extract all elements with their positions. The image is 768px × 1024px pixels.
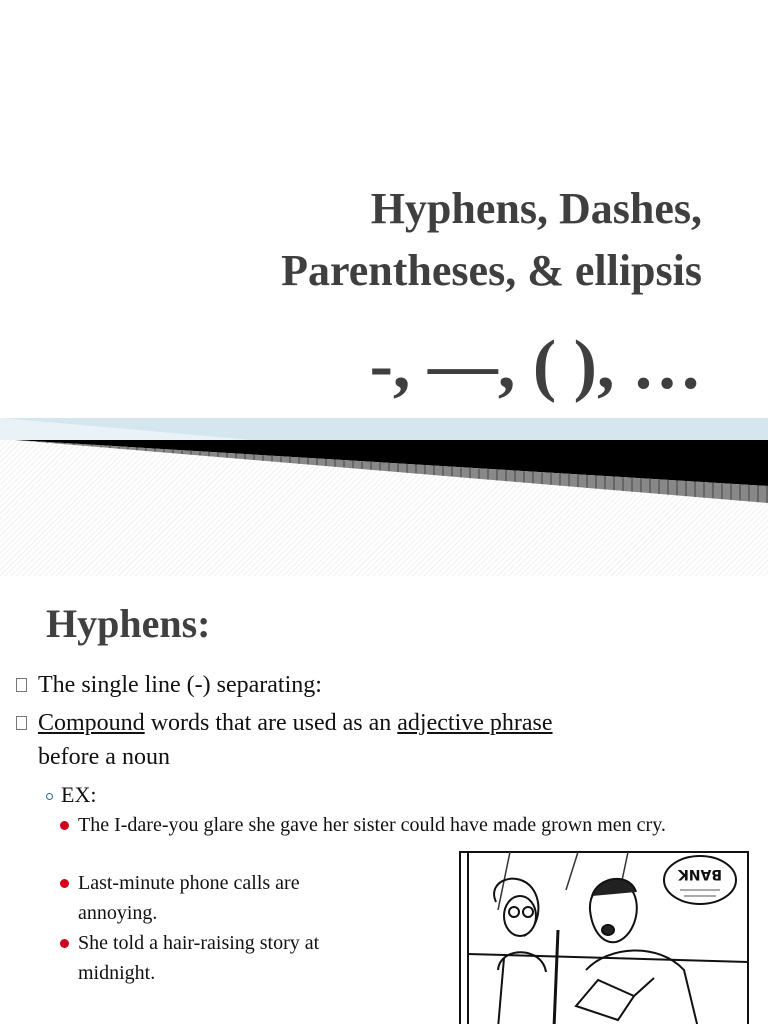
bullet-compound-words (16, 706, 758, 774)
example-text: She told a hair-raising story at midnight. (78, 932, 320, 984)
sub-bullet-ex (46, 782, 96, 808)
slide-title (22, 178, 702, 302)
section-heading: Hyphens: (46, 601, 211, 646)
content-slide (0, 576, 768, 1024)
ring-bullet-icon (46, 793, 53, 800)
sub-bullet-label: EX: (61, 782, 97, 807)
bank-sign-text: BANK (677, 866, 723, 882)
red-dot-icon (60, 821, 69, 830)
underlined-term-adjective-phrase: adjective phrase (397, 710, 553, 736)
bullet-text (16, 706, 758, 774)
bullet-text: The single line (-) separating: (38, 672, 322, 698)
title-line-1: Hyphens, Dashes, (370, 184, 702, 233)
bank-teller-cartoon (458, 850, 750, 1024)
underlined-term-compound: Compound (38, 710, 145, 736)
example-item (60, 868, 350, 928)
example-item (60, 928, 370, 988)
bullet-box-icon (16, 678, 27, 692)
bullet-single-line (16, 668, 758, 702)
bullet-text-mid: words that are used as an (144, 710, 398, 736)
red-dot-icon (60, 939, 69, 948)
bullet-text-end: before a noun (38, 744, 170, 770)
decorative-wedge-graphic (0, 400, 768, 576)
punctuation-symbols: -, —, ( ), … (369, 327, 702, 404)
bullet-box-icon (16, 716, 27, 730)
example-item (60, 810, 710, 840)
bank-sign (664, 856, 736, 904)
title-line-2: Parentheses, & ellipsis (281, 246, 702, 295)
example-text: Last-minute phone calls are annoying. (78, 872, 300, 924)
red-dot-icon (60, 879, 69, 888)
example-text: The I-dare-you glare she gave her sister could have made grown men cry. (78, 814, 666, 836)
